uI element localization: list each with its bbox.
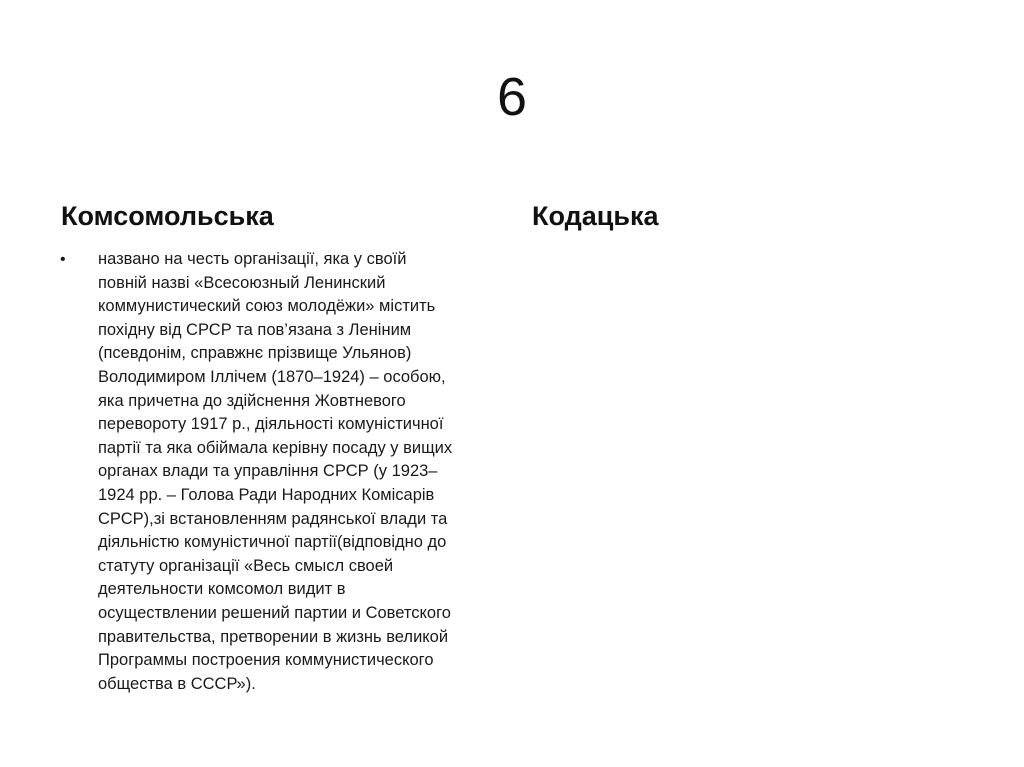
bullet-text-line: яка причетна до здійснення Жовтневого (98, 391, 406, 410)
bullet-text-line: діяльністю комуністичної партії(відповідно до (98, 533, 447, 552)
bullet-text-line: похідну від СРСР та пов’язана з Леніним (98, 320, 412, 339)
bullet-text-line: статуту організації «Весь смысл своей (98, 556, 394, 575)
bullet-text-line: 1924 рр. – Голова Ради Народних Комісарів (98, 485, 435, 504)
bullet-text-line: партії та яка обіймала керівну посаду у вищих (98, 438, 453, 457)
bullet-text-line: коммунистический союз молодёжи» містить (98, 297, 436, 316)
slide-number: 6 (496, 67, 528, 127)
bullet-text-line: органах влади та управління СРСР (у 1923– (98, 462, 438, 481)
bullet-text-line: Володимиром Іллічем (1870–1924) – особою, (98, 367, 446, 386)
bullet-marker: • (60, 251, 66, 268)
bullet-text-line: (псевдонім, справжнє прізвище Ульянов) (98, 344, 412, 363)
bullet-text-line: повній назві «Всесоюзный Ленинский (98, 273, 386, 292)
bullet-item (60, 248, 500, 696)
bullet-text-line: СРСР),зі встановленням радянської влади та (98, 509, 448, 528)
bullet-text-line: перевороту 1917 р., діяльності комуністичної (98, 415, 444, 434)
bullet-text-line: осуществлении решений партии и Советского (98, 603, 451, 622)
bullet-text-line: правительства, претворении в жизнь великой (98, 627, 449, 646)
left-column-bullet-list (60, 248, 500, 696)
right-column-heading: Кодацька (532, 201, 659, 231)
bullet-text-line: деятельности комсомол видит в (98, 580, 346, 599)
bullet-text-line: Программы построения коммунистического (98, 651, 434, 670)
bullet-text-line: названо на честь організації, яка у своїй (98, 250, 407, 268)
bullet-text (98, 248, 500, 696)
bullet-text-line: общества в СССР»). (98, 674, 256, 693)
left-column-heading: Комсомольська (61, 201, 274, 231)
